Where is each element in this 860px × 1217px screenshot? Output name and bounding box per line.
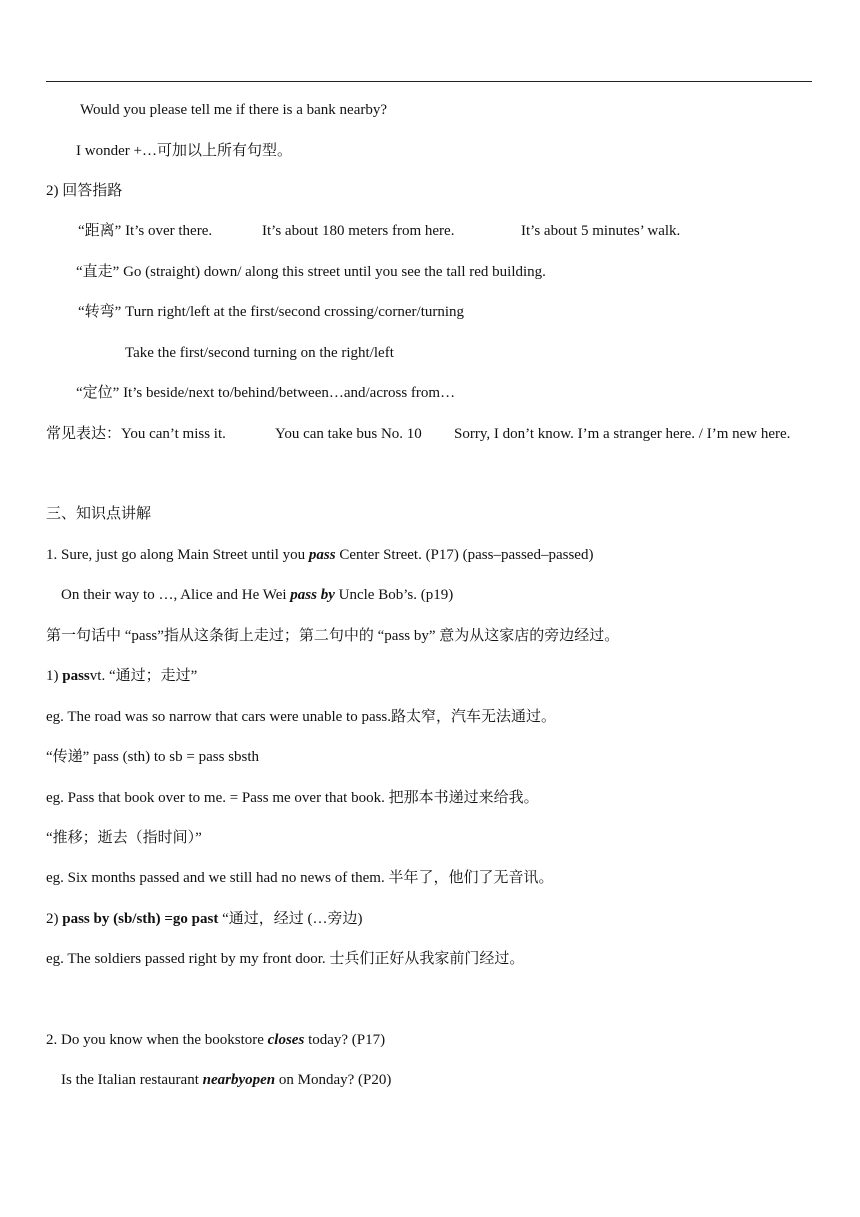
text-span: today? (P17) [304, 1032, 386, 1048]
text-span: 1) [46, 668, 63, 684]
section-heading: 三、知识点讲解 [46, 506, 152, 522]
text-line [46, 545, 593, 565]
text-line: “定位” It’s beside/next to/behind/between…and/across from… [76, 385, 456, 401]
text-line [61, 585, 453, 605]
text-span: 2) [46, 911, 63, 927]
text-line [61, 1070, 391, 1090]
text-line: It’s about 180 meters from here. [262, 223, 455, 239]
text-line: It’s about 5 minutes’ walk. [521, 223, 681, 239]
text-line: 第一句话中 “pass”指从这条街上走过；第二句中的 “pass by” 意为从这家店的旁边经过。 [46, 628, 620, 644]
text-line: “推移；逝去（指时间）” [46, 830, 202, 846]
text-line: You can take bus No. 10 [275, 426, 422, 442]
text-line: Would you please tell me if there is a bank nearby? [80, 102, 388, 118]
text-line [46, 666, 197, 686]
text-span: Center Street. (P17) (pass–passed–passed) [335, 547, 594, 563]
text-span: “通过，经过 (…旁边) [218, 911, 363, 927]
text-line: eg. Six months passed and we still had no news of them. 半年了，他们了无音讯。 [46, 870, 554, 886]
text-line: “传递” pass (sth) to sb = pass sbsth [46, 749, 260, 765]
text-span: On their way to …, Alice and He Wei [61, 587, 291, 603]
keyword: pass [62, 668, 90, 684]
text-line: eg. The road was so narrow that cars were unable to pass.路太窄，汽车无法通过。 [46, 709, 557, 725]
text-line: I wonder +…可加以上所有句型。 [76, 143, 292, 159]
text-line: “转弯” Turn right/left at the first/second crossing/corner/turning [78, 304, 465, 320]
section-heading: 2) 回答指路 [46, 183, 123, 199]
text-span: 2. Do you know when the bookstore [46, 1032, 268, 1048]
text-line: eg. Pass that book over to me. = Pass me over that book. 把那本书递过来给我。 [46, 790, 539, 806]
text-line: “直走” Go (straight) down/ along this street until you see the tall red building. [76, 264, 546, 280]
header-rule [46, 81, 812, 82]
keyword: pass by [290, 587, 335, 603]
text-line [46, 909, 363, 929]
text-line: Take the first/second turning on the right/left [125, 345, 394, 361]
text-span: on Monday? (P20) [275, 1072, 392, 1088]
text-line [46, 1030, 385, 1050]
text-span: 1. Sure, just go along Main Street until you [46, 547, 309, 563]
keyword: pass [308, 547, 336, 563]
text-line: “距离” It’s over there. [78, 223, 213, 239]
text-span: Is the Italian restaurant [61, 1072, 203, 1088]
text-span: vt. “通过；走过” [89, 668, 198, 684]
text-span: Uncle Bob’s. (p19) [334, 587, 454, 603]
keyword: nearbyopen [202, 1072, 276, 1088]
text-line: 常见表达：You can’t miss it. [46, 426, 226, 442]
text-line: eg. The soldiers passed right by my front door. 士兵们正好从我家前门经过。 [46, 951, 525, 967]
keyword: pass by (sb/sth) =go past [62, 911, 219, 927]
keyword: closes [267, 1032, 305, 1048]
text-line: Sorry, I don’t know. I’m a stranger here. / I’m new here. [454, 426, 791, 442]
